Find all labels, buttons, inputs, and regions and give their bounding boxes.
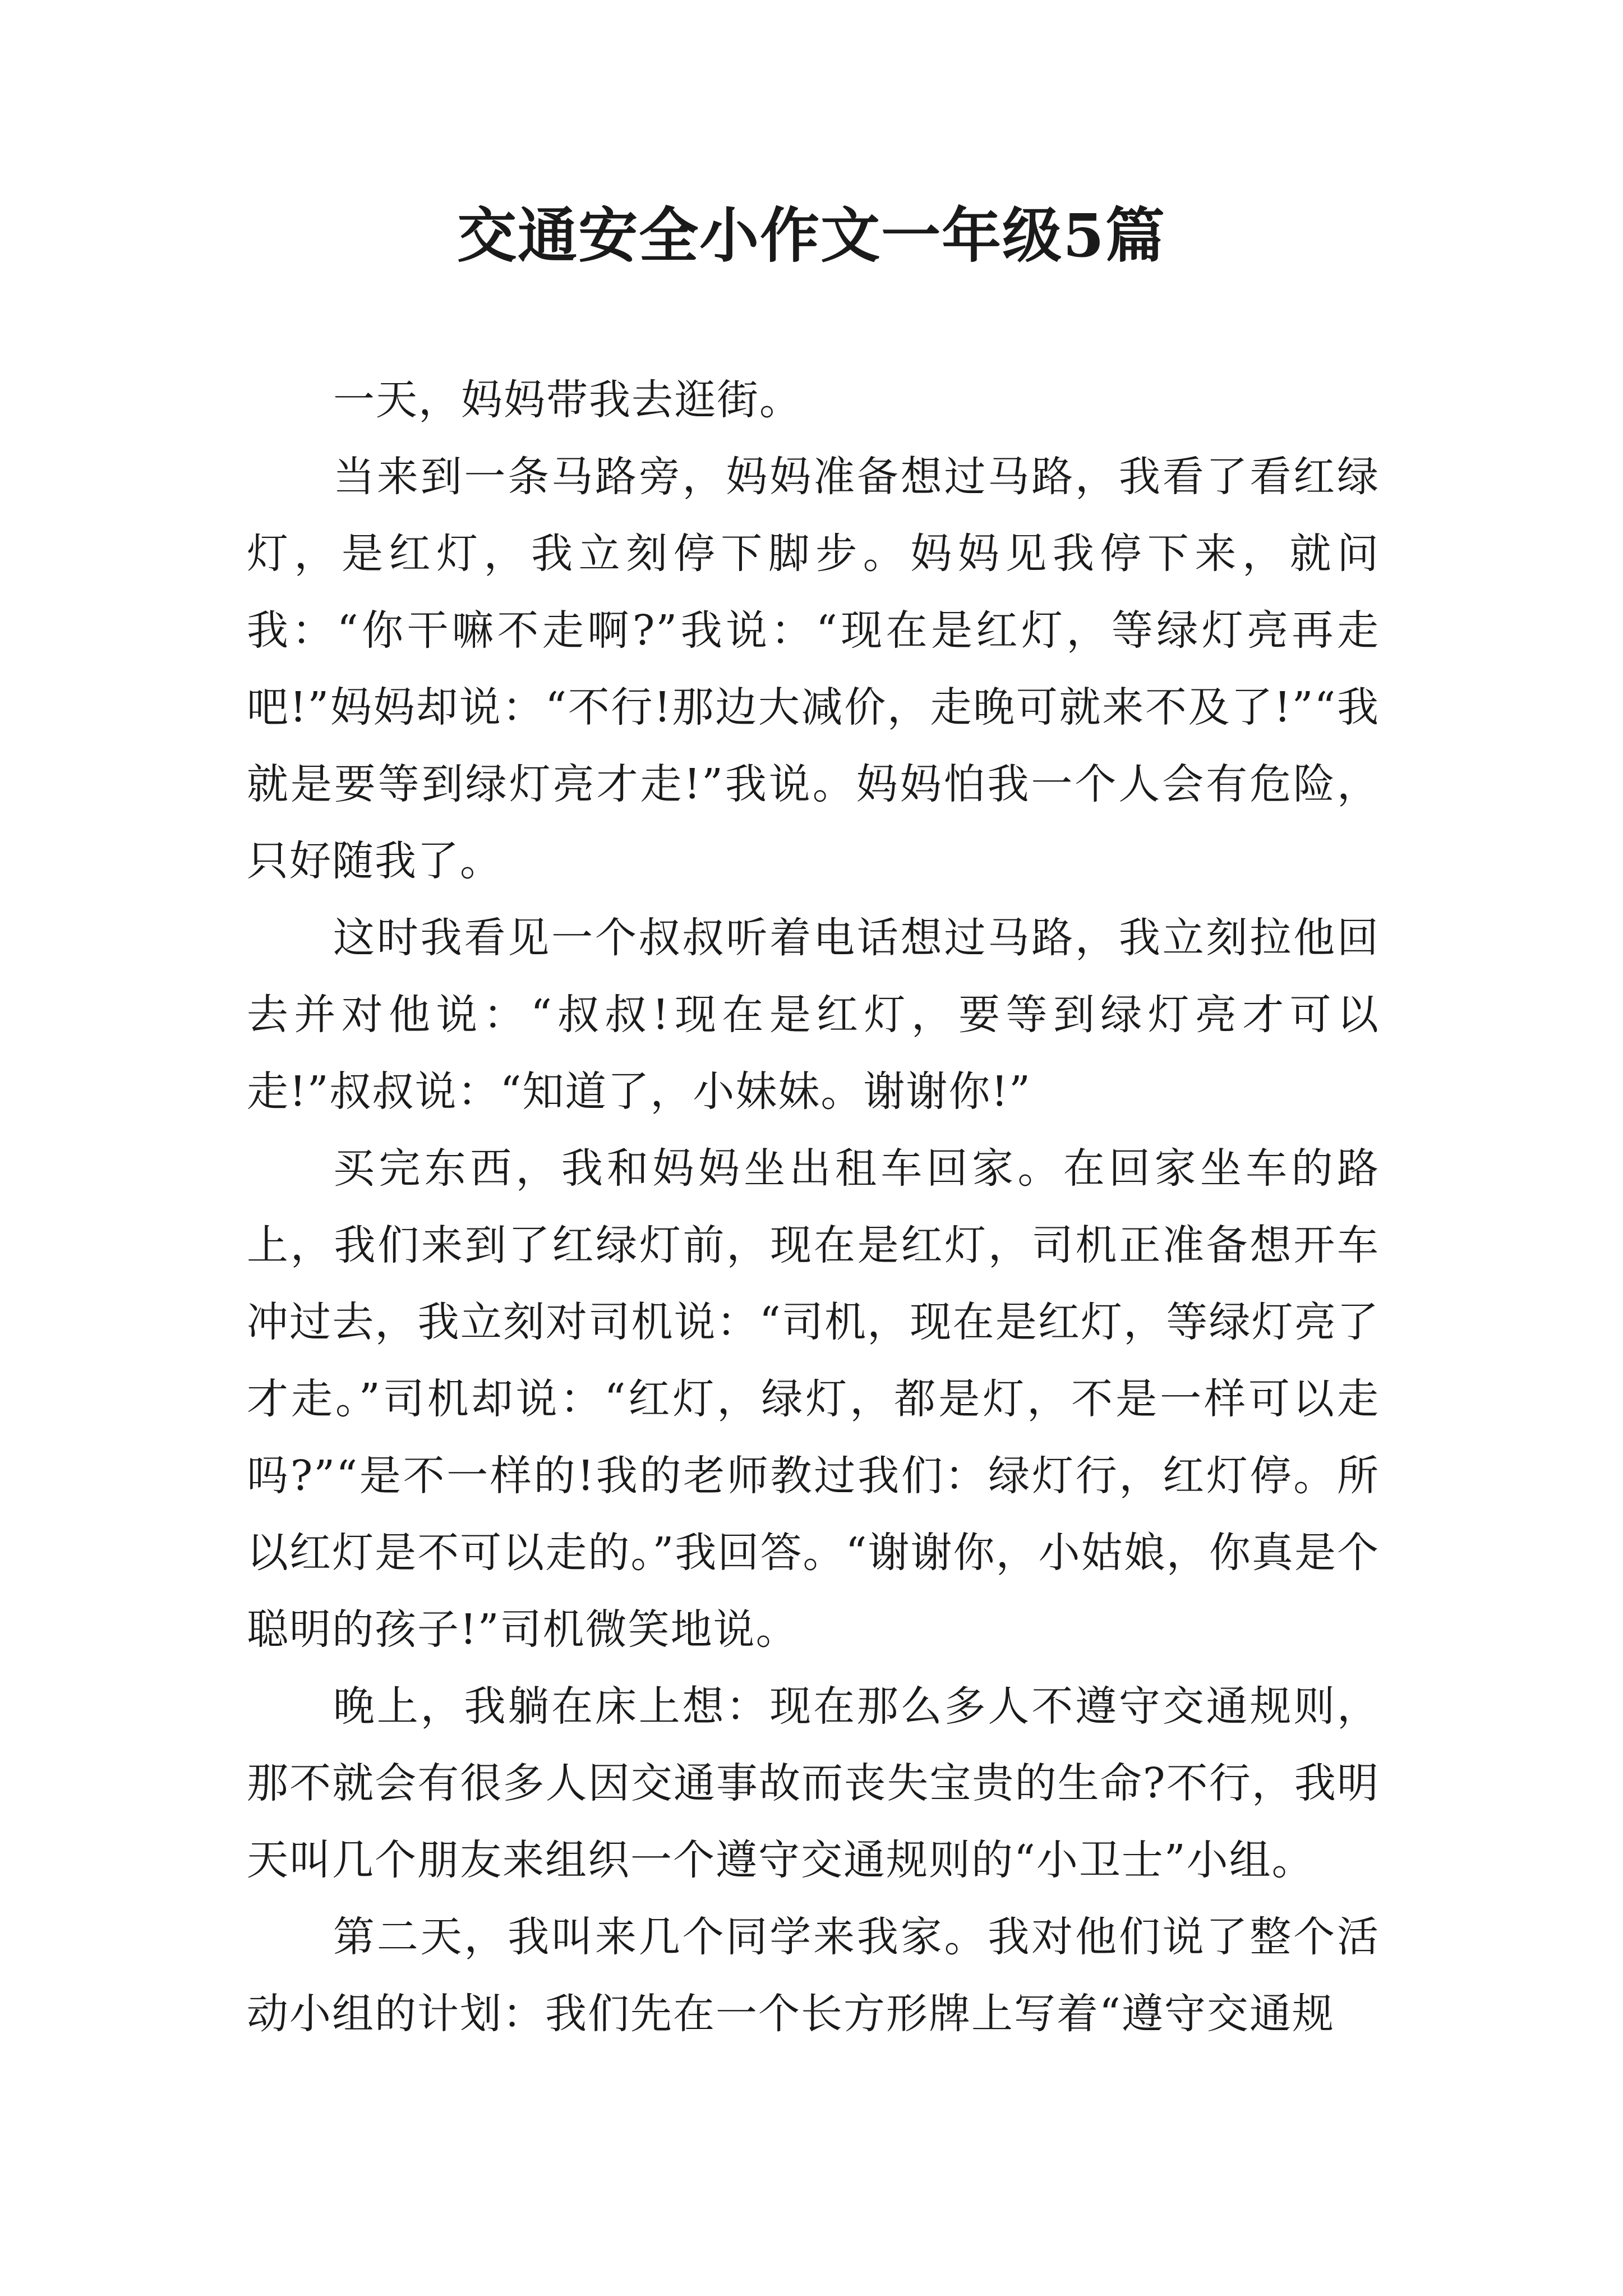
paragraph: 这时我看见一个叔叔听着电话想过马路，我立刻拉他回去并对他说：“叔叔!现在是红灯，要等到绿灯亮才可以走!”叔叔说：“知道了，小妹妹。谢谢你!” <box>247 914 1380 1116</box>
paragraph: 晚上，我躺在床上想：现在那么多人不遵守交通规则，那不就会有很多人因交通事故而丧失宝贵的生命?不行，我明天叫几个朋友来组织一个遵守交通规则的“小卫士”小组。 <box>247 1682 1380 1884</box>
paragraph: 当来到一条马路旁，妈妈准备想过马路，我看了看红绿灯，是红灯，我立刻停下脚步。妈妈见我停下来，就问我：“你干嘛不走啊?”我说：“现在是红灯，等绿灯亮再走吧!”妈妈却说：“不行!那边大减价，走晚可就来不及了!”“我就是要等到绿灯亮才走!”我说。妈妈怕我一个人会有危险，只好随我了。 <box>247 453 1380 885</box>
paragraph: 买完东西，我和妈妈坐出租车回家。在回家坐车的路上，我们来到了红绿灯前，现在是红灯，司机正准备想开车冲过去，我立刻对司机说：“司机，现在是红灯，等绿灯亮了才走。”司机却说：“红灯，绿灯，都是灯，不是一样可以走吗?”“是不一样的!我的老师教过我们：绿灯行，红灯停。所以红灯是不可以走的。”我回答。“谢谢你，小姑娘，你真是个聪明的孩子!”司机微笑地说。 <box>247 1144 1380 1654</box>
paragraph: 一天，妈妈带我去逛街。 <box>333 376 802 424</box>
paragraph: 第二天，我叫来几个同学来我家。我对他们说了整个活动小组的计划：我们先在一个长方形牌上写着“遵守交通规 <box>247 1913 1380 2038</box>
document-body <box>247 362 1380 2053</box>
document-title: 交通安全小作文一年级5篇 <box>457 200 1166 270</box>
